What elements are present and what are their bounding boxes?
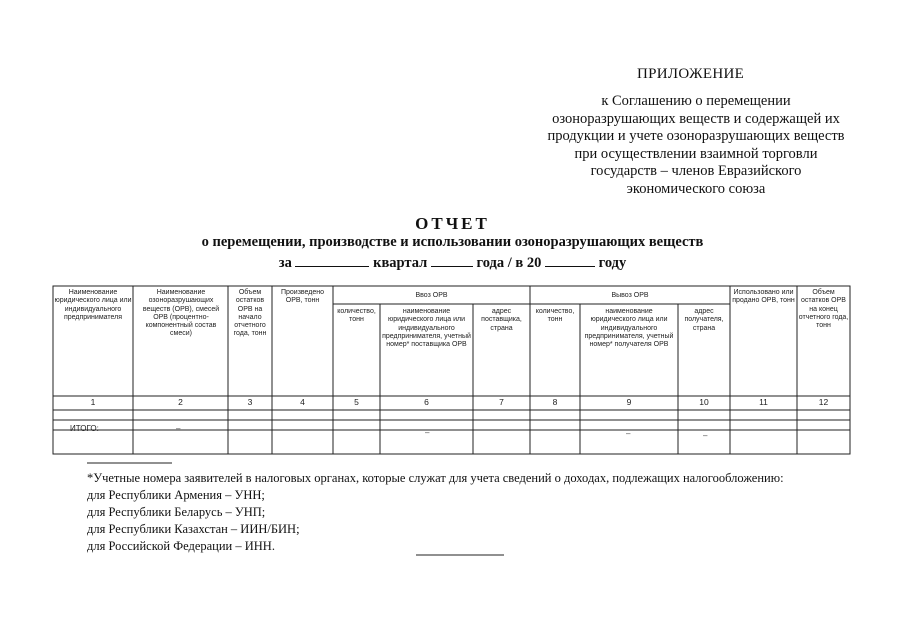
column-number: 6 <box>424 397 429 407</box>
period-kvartal: квартал <box>373 255 428 271</box>
footnote-line: для Республики Беларусь – УНП; <box>87 505 266 519</box>
header-export-quantity: количество, тонн <box>535 308 575 324</box>
column-number: 5 <box>354 397 359 407</box>
footnote <box>87 470 847 555</box>
total-dash: – <box>703 431 708 440</box>
total-label: ИТОГО: <box>70 424 99 433</box>
appendix-line: озоноразрушающих веществ и содержащей их <box>552 110 840 127</box>
column-number: 4 <box>300 397 305 407</box>
header-import-group: Ввоз ОРВ <box>415 292 448 299</box>
appendix-line: экономического союза <box>626 180 766 197</box>
report-title: ОТЧЕТ <box>415 214 490 233</box>
column-number: 12 <box>818 397 829 407</box>
header-legal-entity: Наименование юридического лица или индивидуального предпринимателя <box>54 289 132 321</box>
column-number: 3 <box>247 397 253 407</box>
column-number: 2 <box>178 397 183 407</box>
header-import-quantity: количество, тонн <box>337 308 376 324</box>
column-number: 8 <box>552 397 558 407</box>
header-export-group: Вывоз ОРВ <box>611 292 649 299</box>
appendix-line: продукции и учете озоноразрушающих веществ <box>547 128 845 144</box>
appendix-line: государств – членов Евразийского <box>590 163 802 179</box>
column-number: 9 <box>626 397 632 407</box>
header-used-sold: Использовано или продано ОРВ, тонн <box>732 289 795 305</box>
appendix-line: к Соглашению о перемещении <box>601 93 791 109</box>
header-substance-name: Наименование озоноразрушающих веществ (ОРВ), смесей ОРВ (процентно-компонентный состав смеси) <box>142 289 220 338</box>
footnote-line: для Республики Казахстан – ИИН/БИН; <box>87 522 300 536</box>
total-dash: – <box>425 428 430 437</box>
column-number: 1 <box>90 397 96 407</box>
report-subtitle: о перемещении, производстве и использовании озоноразрушающих веществ <box>201 234 704 250</box>
header-import-supplier: наименование юридического лица или индивидуального предпринимателя, учетный номер* поставщика ОРВ <box>382 308 471 349</box>
header-export-recipient: наименование юридического лица или индивидуального предпринимателя, учетный номер* получателя ОРВ <box>584 308 674 349</box>
header-import-address: адрес поставщика, страна <box>481 308 522 332</box>
footnote-line: для Российской Федерации – ИНН. <box>87 539 275 553</box>
footnote-line: для Республики Армения – УНН; <box>87 488 265 502</box>
total-dash: – <box>626 429 631 438</box>
header-closing-balance: Объем остатков ОРВ на конец отчетного года, тонн <box>798 289 849 330</box>
period-za: за <box>278 255 292 271</box>
total-dash: – <box>176 424 181 433</box>
period-godu: году <box>598 255 627 271</box>
appendix-line: при осуществлении взаимной торговли <box>574 145 818 162</box>
header-export-address: адрес получателя, страна <box>684 308 724 332</box>
header-opening-balance: Объем остатков ОРВ на начало отчетного года, тонн <box>233 289 267 338</box>
column-number: 11 <box>759 397 768 407</box>
appendix-title: ПРИЛОЖЕНИЕ <box>637 66 745 82</box>
header-produced: Произведено ОРВ, тонн <box>280 289 325 305</box>
period-goda: года / в 20 <box>476 255 542 271</box>
footnote-line: *Учетные номера заявителей в налоговых органах, которые служат для учета сведений о доходах, подлежащих налогообложению: <box>87 471 784 485</box>
column-number: 7 <box>499 397 504 407</box>
column-number: 10 <box>699 397 709 407</box>
